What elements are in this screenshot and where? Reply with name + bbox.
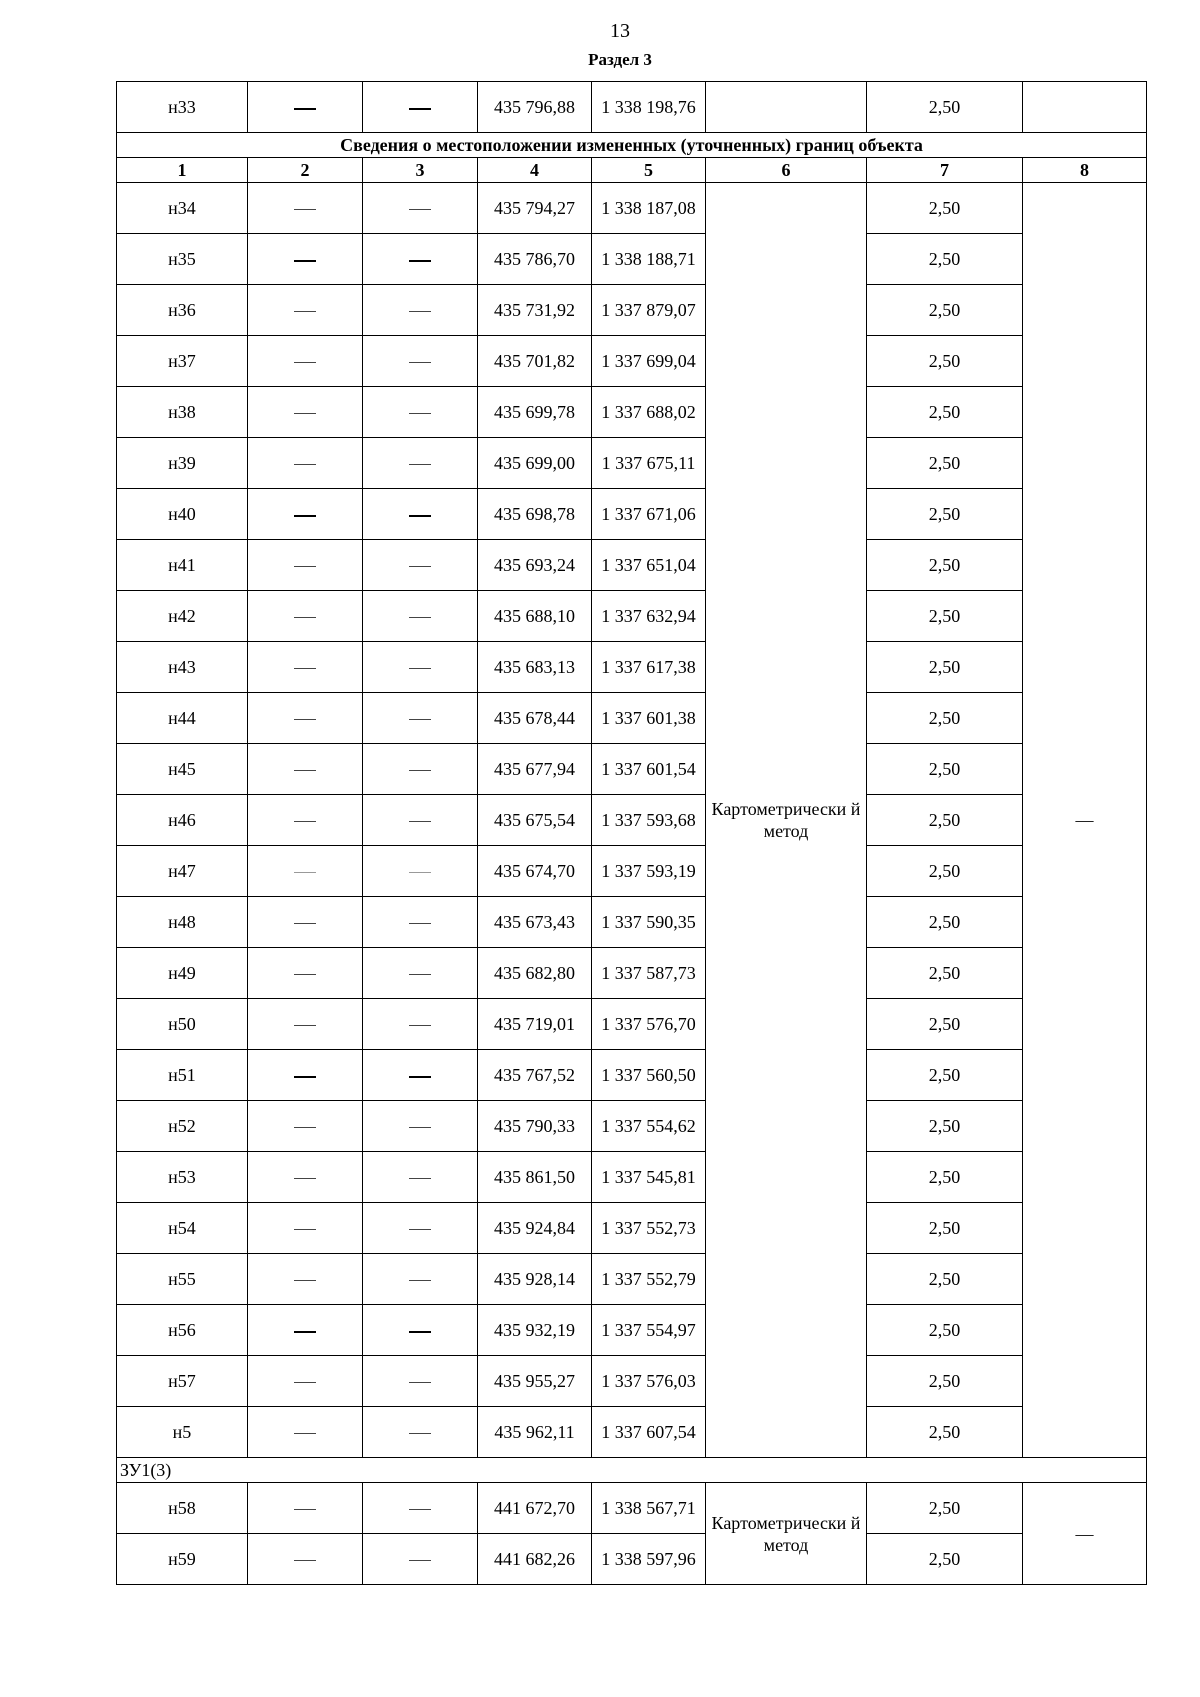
- y-cell: 1 337 607,54: [592, 1407, 706, 1458]
- x-cell: 435 698,78: [478, 489, 592, 540]
- col2-cell: [248, 540, 363, 591]
- accuracy-cell: 2,50: [867, 1483, 1023, 1534]
- dash-icon: [409, 515, 431, 517]
- x-cell: 441 682,26: [478, 1534, 592, 1585]
- col2-cell: [248, 82, 363, 133]
- accuracy-cell: 2,50: [867, 82, 1023, 133]
- dash-icon: [294, 362, 316, 363]
- y-cell: 1 338 567,71: [592, 1483, 706, 1534]
- accuracy-cell: 2,50: [867, 642, 1023, 693]
- x-cell: 435 683,13: [478, 642, 592, 693]
- point-cell: н48: [117, 897, 248, 948]
- col3-cell: [363, 285, 478, 336]
- y-cell: 1 337 671,06: [592, 489, 706, 540]
- point-cell: н46: [117, 795, 248, 846]
- point-cell: н55: [117, 1254, 248, 1305]
- col3-cell: [363, 540, 478, 591]
- x-cell: 435 677,94: [478, 744, 592, 795]
- x-cell: 435 682,80: [478, 948, 592, 999]
- x-cell: 435 699,00: [478, 438, 592, 489]
- method-cell: [706, 82, 867, 133]
- dash-icon: [294, 770, 316, 771]
- dash-icon: [409, 464, 431, 465]
- table-row: [117, 438, 1147, 489]
- x-cell: 441 672,70: [478, 1483, 592, 1534]
- x-cell: 435 928,14: [478, 1254, 592, 1305]
- banner-row: [117, 133, 1147, 158]
- y-cell: 1 337 552,73: [592, 1203, 706, 1254]
- column-header-6: 6: [706, 158, 867, 183]
- accuracy-cell: 2,50: [867, 999, 1023, 1050]
- col3-cell: [363, 387, 478, 438]
- y-cell: 1 337 560,50: [592, 1050, 706, 1101]
- table-row: [117, 1050, 1147, 1101]
- dash-icon: [409, 362, 431, 363]
- accuracy-cell: 2,50: [867, 1407, 1023, 1458]
- dash-icon: [294, 464, 316, 465]
- dash-icon: [294, 872, 316, 873]
- x-cell: 435 767,52: [478, 1050, 592, 1101]
- column-header-7: 7: [867, 158, 1023, 183]
- table-row: [117, 1483, 1147, 1534]
- point-cell: н40: [117, 489, 248, 540]
- dash-icon: [294, 1433, 316, 1434]
- table-row: [117, 336, 1147, 387]
- col2-cell: [248, 1152, 363, 1203]
- dash-icon: [294, 566, 316, 567]
- accuracy-cell: 2,50: [867, 285, 1023, 336]
- col3-cell: [363, 1483, 478, 1534]
- col2-cell: [248, 387, 363, 438]
- point-cell: н5: [117, 1407, 248, 1458]
- dash-icon: [409, 108, 431, 110]
- y-cell: 1 337 554,62: [592, 1101, 706, 1152]
- col2-cell: [248, 693, 363, 744]
- accuracy-cell: 2,50: [867, 234, 1023, 285]
- point-cell: н35: [117, 234, 248, 285]
- col2-cell: [248, 438, 363, 489]
- y-cell: 1 337 675,11: [592, 438, 706, 489]
- table-row: [117, 387, 1147, 438]
- x-cell: 435 861,50: [478, 1152, 592, 1203]
- dash-icon: [294, 209, 316, 210]
- dash-icon: [294, 1229, 316, 1230]
- point-cell: н49: [117, 948, 248, 999]
- col8-cell: —: [1023, 1483, 1147, 1585]
- accuracy-cell: 2,50: [867, 897, 1023, 948]
- column-header-4: 4: [478, 158, 592, 183]
- point-cell: н50: [117, 999, 248, 1050]
- point-cell: н57: [117, 1356, 248, 1407]
- x-cell: 435 688,10: [478, 591, 592, 642]
- col3-cell: [363, 1407, 478, 1458]
- dash-icon: [294, 1560, 316, 1561]
- y-cell: 1 337 590,35: [592, 897, 706, 948]
- table-row: [117, 234, 1147, 285]
- table-row: [117, 540, 1147, 591]
- point-cell: н39: [117, 438, 248, 489]
- accuracy-cell: 2,50: [867, 336, 1023, 387]
- table-row: [117, 1407, 1147, 1458]
- col2-cell: [248, 744, 363, 795]
- x-cell: 435 794,27: [478, 183, 592, 234]
- col2-cell: [248, 1101, 363, 1152]
- table-row: [117, 897, 1147, 948]
- table-row: [117, 1203, 1147, 1254]
- col8-cell: —: [1023, 183, 1147, 1458]
- table-row: [117, 846, 1147, 897]
- col2-cell: [248, 285, 363, 336]
- dash-icon: [409, 413, 431, 414]
- accuracy-cell: 2,50: [867, 1305, 1023, 1356]
- y-cell: 1 337 651,04: [592, 540, 706, 591]
- dash-icon: [294, 260, 316, 262]
- dash-icon: [294, 311, 316, 312]
- x-cell: 435 673,43: [478, 897, 592, 948]
- coordinates-table: [116, 81, 1147, 1585]
- dash-icon: [409, 1560, 431, 1561]
- dash-icon: [409, 1433, 431, 1434]
- dash-icon: [409, 209, 431, 210]
- accuracy-cell: 2,50: [867, 795, 1023, 846]
- point-cell: н45: [117, 744, 248, 795]
- accuracy-cell: 2,50: [867, 1356, 1023, 1407]
- y-cell: 1 337 617,38: [592, 642, 706, 693]
- y-cell: 1 337 576,03: [592, 1356, 706, 1407]
- dash-icon: [294, 1025, 316, 1026]
- table-row: [117, 642, 1147, 693]
- column-header-2: 2: [248, 158, 363, 183]
- column-header-8: 8: [1023, 158, 1147, 183]
- x-cell: 435 678,44: [478, 693, 592, 744]
- y-cell: 1 337 601,54: [592, 744, 706, 795]
- table-row: [117, 693, 1147, 744]
- dash-icon: [409, 719, 431, 720]
- col3-cell: [363, 948, 478, 999]
- col2-cell: [248, 897, 363, 948]
- x-cell: 435 699,78: [478, 387, 592, 438]
- col3-cell: [363, 1356, 478, 1407]
- method-cell: Картометрически й метод: [706, 1483, 867, 1585]
- dash-icon: [294, 108, 316, 110]
- x-cell: 435 693,24: [478, 540, 592, 591]
- col2-cell: [248, 1534, 363, 1585]
- point-cell: н37: [117, 336, 248, 387]
- y-cell: 1 337 879,07: [592, 285, 706, 336]
- dash-icon: [294, 1076, 316, 1078]
- point-cell: н33: [117, 82, 248, 133]
- point-cell: н56: [117, 1305, 248, 1356]
- accuracy-cell: 2,50: [867, 1050, 1023, 1101]
- col2-cell: [248, 795, 363, 846]
- dash-icon: [294, 923, 316, 924]
- y-cell: 1 337 632,94: [592, 591, 706, 642]
- dash-icon: [409, 821, 431, 822]
- x-cell: 435 955,27: [478, 1356, 592, 1407]
- group-label-cell: ЗУ1(3): [117, 1458, 1147, 1483]
- column-header-1: 1: [117, 158, 248, 183]
- x-cell: 435 932,19: [478, 1305, 592, 1356]
- table-row: [117, 82, 1147, 133]
- accuracy-cell: 2,50: [867, 948, 1023, 999]
- dash-icon: [294, 1509, 316, 1510]
- table-row: [117, 591, 1147, 642]
- point-cell: н47: [117, 846, 248, 897]
- dash-icon: [294, 617, 316, 618]
- table-body: [117, 82, 1147, 1585]
- table-row: [117, 1305, 1147, 1356]
- col3-cell: [363, 1101, 478, 1152]
- table-row: [117, 1356, 1147, 1407]
- dash-icon: [409, 1509, 431, 1510]
- dash-icon: [294, 1331, 316, 1333]
- dash-icon: [409, 617, 431, 618]
- dash-icon: [294, 1280, 316, 1281]
- accuracy-cell: 2,50: [867, 744, 1023, 795]
- col2-cell: [248, 1483, 363, 1534]
- dash-icon: [294, 668, 316, 669]
- col3-cell: [363, 1254, 478, 1305]
- x-cell: 435 924,84: [478, 1203, 592, 1254]
- col3-cell: [363, 642, 478, 693]
- col3-cell: [363, 795, 478, 846]
- dash-icon: [409, 1229, 431, 1230]
- col2-cell: [248, 1203, 363, 1254]
- dash-icon: [409, 1127, 431, 1128]
- dash-icon: [409, 1382, 431, 1383]
- y-cell: 1 338 198,76: [592, 82, 706, 133]
- table-row: [117, 1101, 1147, 1152]
- x-cell: 435 701,82: [478, 336, 592, 387]
- dash-icon: [294, 1178, 316, 1179]
- table-row: [117, 795, 1147, 846]
- dash-icon: [409, 311, 431, 312]
- point-cell: н53: [117, 1152, 248, 1203]
- col2-cell: [248, 336, 363, 387]
- point-cell: н44: [117, 693, 248, 744]
- accuracy-cell: 2,50: [867, 846, 1023, 897]
- dash-icon: [294, 413, 316, 414]
- y-cell: 1 337 576,70: [592, 999, 706, 1050]
- dash-icon: [409, 1331, 431, 1333]
- y-cell: 1 338 188,71: [592, 234, 706, 285]
- x-cell: 435 962,11: [478, 1407, 592, 1458]
- dash-icon: [409, 923, 431, 924]
- accuracy-cell: 2,50: [867, 387, 1023, 438]
- col3-cell: [363, 846, 478, 897]
- accuracy-cell: 2,50: [867, 540, 1023, 591]
- point-cell: н52: [117, 1101, 248, 1152]
- y-cell: 1 337 587,73: [592, 948, 706, 999]
- col2-cell: [248, 183, 363, 234]
- y-cell: 1 337 545,81: [592, 1152, 706, 1203]
- col3-cell: [363, 999, 478, 1050]
- point-cell: н34: [117, 183, 248, 234]
- dash-icon: [409, 1178, 431, 1179]
- col2-cell: [248, 591, 363, 642]
- dash-icon: [294, 1382, 316, 1383]
- page-number: 13: [610, 20, 630, 42]
- dash-icon: [409, 872, 431, 873]
- accuracy-cell: 2,50: [867, 438, 1023, 489]
- col3-cell: [363, 1203, 478, 1254]
- col3-cell: [363, 693, 478, 744]
- y-cell: 1 337 552,79: [592, 1254, 706, 1305]
- dash-icon: [294, 821, 316, 822]
- col2-cell: [248, 1356, 363, 1407]
- col3-cell: [363, 438, 478, 489]
- x-cell: 435 731,92: [478, 285, 592, 336]
- dash-icon: [409, 770, 431, 771]
- dash-icon: [409, 668, 431, 669]
- col2-cell: [248, 234, 363, 285]
- point-cell: н59: [117, 1534, 248, 1585]
- col3-cell: [363, 183, 478, 234]
- accuracy-cell: 2,50: [867, 693, 1023, 744]
- col3-cell: [363, 1534, 478, 1585]
- col3-cell: [363, 1152, 478, 1203]
- point-cell: н54: [117, 1203, 248, 1254]
- accuracy-cell: 2,50: [867, 183, 1023, 234]
- dash-icon: [409, 1025, 431, 1026]
- col2-cell: [248, 642, 363, 693]
- col3-cell: [363, 82, 478, 133]
- col3-cell: [363, 591, 478, 642]
- point-cell: н36: [117, 285, 248, 336]
- table-row: [117, 285, 1147, 336]
- table-row: [117, 183, 1147, 234]
- x-cell: 435 786,70: [478, 234, 592, 285]
- point-cell: н51: [117, 1050, 248, 1101]
- col3-cell: [363, 1305, 478, 1356]
- x-cell: 435 719,01: [478, 999, 592, 1050]
- y-cell: 1 337 688,02: [592, 387, 706, 438]
- dash-icon: [294, 515, 316, 517]
- col2-cell: [248, 846, 363, 897]
- x-cell: 435 675,54: [478, 795, 592, 846]
- table-row: [117, 1152, 1147, 1203]
- y-cell: 1 338 597,96: [592, 1534, 706, 1585]
- dash-icon: [409, 974, 431, 975]
- y-cell: 1 337 601,38: [592, 693, 706, 744]
- col3-cell: [363, 489, 478, 540]
- point-cell: н43: [117, 642, 248, 693]
- col2-cell: [248, 999, 363, 1050]
- column-header-3: 3: [363, 158, 478, 183]
- y-cell: 1 338 187,08: [592, 183, 706, 234]
- col2-cell: [248, 1407, 363, 1458]
- dash-icon: [294, 1127, 316, 1128]
- y-cell: 1 337 593,19: [592, 846, 706, 897]
- table-row: [117, 744, 1147, 795]
- table-row: [117, 489, 1147, 540]
- group-row: [117, 1458, 1147, 1483]
- accuracy-cell: 2,50: [867, 1254, 1023, 1305]
- table-row: [117, 1534, 1147, 1585]
- col3-cell: [363, 336, 478, 387]
- col2-cell: [248, 948, 363, 999]
- table-row: [117, 1254, 1147, 1305]
- accuracy-cell: 2,50: [867, 1534, 1023, 1585]
- y-cell: 1 337 699,04: [592, 336, 706, 387]
- dash-icon: [294, 719, 316, 720]
- accuracy-cell: 2,50: [867, 1152, 1023, 1203]
- x-cell: 435 790,33: [478, 1101, 592, 1152]
- col2-cell: [248, 1254, 363, 1305]
- col2-cell: [248, 489, 363, 540]
- dash-icon: [409, 1076, 431, 1078]
- dash-icon: [294, 974, 316, 975]
- section-title: Раздел 3: [588, 50, 652, 69]
- column-header-5: 5: [592, 158, 706, 183]
- banner-cell: Сведения о местоположении измененных (уточненных) границ объекта: [117, 133, 1147, 158]
- col3-cell: [363, 1050, 478, 1101]
- dash-icon: [409, 260, 431, 262]
- method-cell: Картометрически й метод: [706, 183, 867, 1458]
- col3-cell: [363, 744, 478, 795]
- header-row: [117, 158, 1147, 183]
- accuracy-cell: 2,50: [867, 489, 1023, 540]
- dash-icon: [409, 566, 431, 567]
- col8-cell: [1023, 82, 1147, 133]
- y-cell: 1 337 593,68: [592, 795, 706, 846]
- col3-cell: [363, 897, 478, 948]
- dash-icon: [409, 1280, 431, 1281]
- x-cell: 435 796,88: [478, 82, 592, 133]
- point-cell: н58: [117, 1483, 248, 1534]
- y-cell: 1 337 554,97: [592, 1305, 706, 1356]
- point-cell: н41: [117, 540, 248, 591]
- accuracy-cell: 2,50: [867, 1203, 1023, 1254]
- x-cell: 435 674,70: [478, 846, 592, 897]
- col3-cell: [363, 234, 478, 285]
- accuracy-cell: 2,50: [867, 591, 1023, 642]
- point-cell: н38: [117, 387, 248, 438]
- col2-cell: [248, 1050, 363, 1101]
- table-row: [117, 999, 1147, 1050]
- col2-cell: [248, 1305, 363, 1356]
- table-row: [117, 948, 1147, 999]
- accuracy-cell: 2,50: [867, 1101, 1023, 1152]
- point-cell: н42: [117, 591, 248, 642]
